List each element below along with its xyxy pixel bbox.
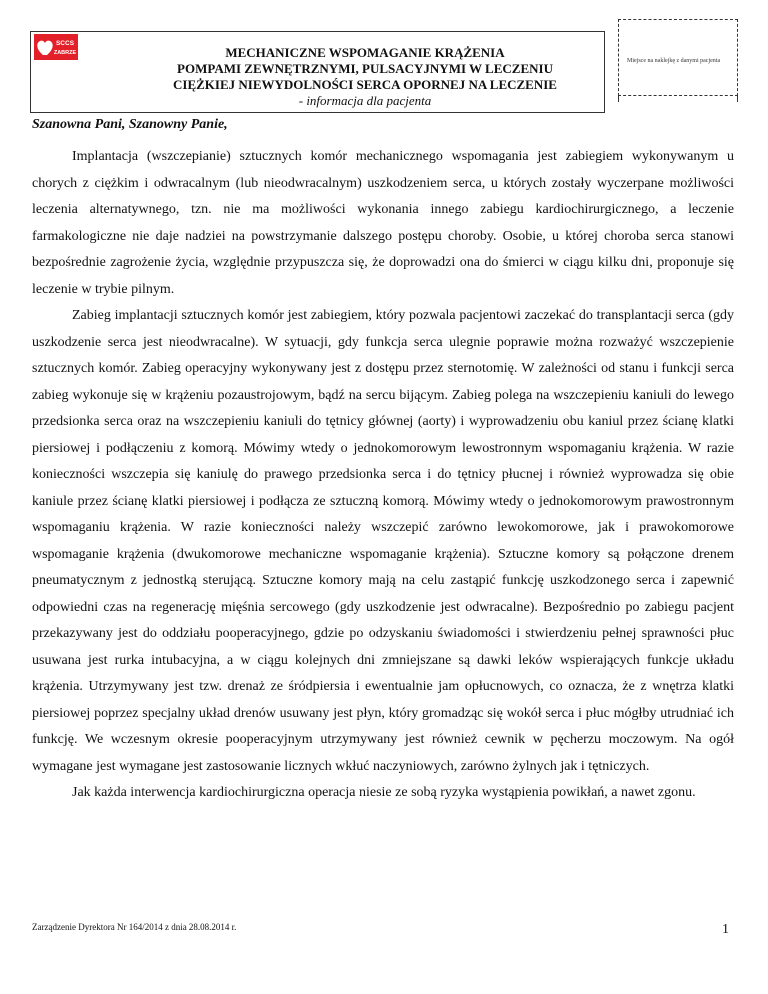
paragraph-3: Jak każda interwencja kardiochirurgiczna operacja niesie ze sobą ryzyka wystąpienia powikłań, a nawet zgonu.	[72, 785, 696, 800]
sticker-edge-left	[618, 96, 619, 102]
patient-sticker-area	[618, 19, 738, 96]
document-title	[130, 45, 600, 109]
logo	[34, 34, 78, 60]
paragraph-2: Zabieg implantacji sztucznych komór jest zabiegiem, który pozwala pacjentowi zaczekać do transplantacji serca (gdy uszkodzenie serca jest nieodwracalne). W sytuacji, gdy funkcja serca ulegnie poprawie można rozważyć wszczepienie sztucznych komór. Zabieg operacyjny wykonywany jest z dostępu przez sternotomię. W zależności od stanu i funkcji serca zabieg wykonuje się w krążeniu pozaustrojowym, bądź na sercu bijącym. Zabieg polega na wszczepieniu kaniuli do lewego przedsionka serca oraz na wszczepieniu kaniuli do tętnicy głównej (aorty) i wyprowadzeniu obu kaniul przez ścianę klatki piersiowej i podłączeniu z komorą. Mówimy wtedy o jednokomorowym lewostronnym wspomaganiu krążenia. W razie konieczności wszczepia się kaniulę do prawego przedsionka serca i do tętnicy płucnej i również wyprowadza się obie kaniule przez ścianę klatki piersiowej i podłącza ze sztuczną komorą. Mówimy wtedy o jednokomorowym prawostronnym wspomaganiu krążenia. W razie konieczności należy wszczepić zarówno lewokomorowe, jak i prawokomorowe wspomaganie krążenia (dwukomorowe mechaniczne wspomaganie krążenia). Sztuczne komory są połączone drenem pneumatycznym z jednostką sterującą. Sztuczne komory mają na celu zastąpić funkcję uszkodzonego serca i zapewnić odpowiedni czas na regenerację mięśnia sercowego (gdy uszkodzenie jest odwracalne). Bezpośrednio po zabiegu pacjent przekazywany jest do oddziału pooperacyjnego, gdzie po odzyskaniu świadomości i stwierdzeniu pełnej sprawności płuc usuwana jest rurka intubacyjna, a w ciągu kolejnych dni zmniejszane są dawki leków wspierających funkcje układu krążenia. Utrzymywany jest tzw. drenaż ze śródpiersia i ewentualnie jam opłucnowych, co oznacza, że z wnętrza klatki piersiowej poprzez specjalny układ drenów usuwany jest płyn, który gromadząc się wokół serca i płuc mógłby utrudniać ich funkcję. We wczesnym okresie pooperacyjnym utrzymywany jest również cewnik w pęcherzu moczowym. Na ogół wymagane jest wymagane jest zastosowanie licznych wkłuć naczyniowych, zarówno żylnych jak i tętniczych.	[32, 308, 734, 774]
title-line-2: POMPAMI ZEWNĘTRZNYMI, PULSACYJNYMI W LECZENIU	[177, 61, 553, 76]
title-subtitle: - informacja dla pacjenta	[298, 93, 432, 108]
paragraph-1: Implantacja (wszczepianie) sztucznych komór mechanicznego wspomagania jest zabiegiem wykonywanym u chorych z ciężkim i odwracalnym (lub nieodwracalnym) uszkodzeniem serca, u których zostały wyczerpane możliwości leczenia alternatywnego, tzn. nie ma możliwości wykonania innego zabiegu kardiochirurgicznego, a leczenie farmakologiczne nie daje nadziei na powstrzymanie dalszego postępu choroby. Osobie, u której choroba serca stanowi bezpośrednie zagrożenie życia, względnie przypuszcza się, że doprowadzi ona do śmierci w ciągu kilku dni, proponuje się leczenie w trybie pilnym.	[32, 149, 734, 297]
patient-sticker-label: Miejsce na naklejkę z danymi pacjenta	[627, 58, 721, 64]
document-body	[32, 144, 734, 807]
logo-text-top: SCCS	[55, 40, 75, 47]
sticker-edge-right	[737, 96, 738, 102]
title-line-1: MECHANICZNE WSPOMAGANIE KRĄŻENIA	[225, 45, 505, 60]
logo-text-bottom: ZABRZE	[53, 50, 77, 56]
page-number: 1	[722, 922, 729, 937]
greeting: Szanowna Pani, Szanowny Panie,	[32, 117, 228, 132]
footer-text: Zarządzenie Dyrektora Nr 164/2014 z dnia 28.08.2014 r.	[32, 922, 237, 932]
title-line-3: CIĘŻKIEJ NIEWYDOLNOŚCI SERCA OPORNEJ NA LECZENIE	[173, 77, 557, 92]
